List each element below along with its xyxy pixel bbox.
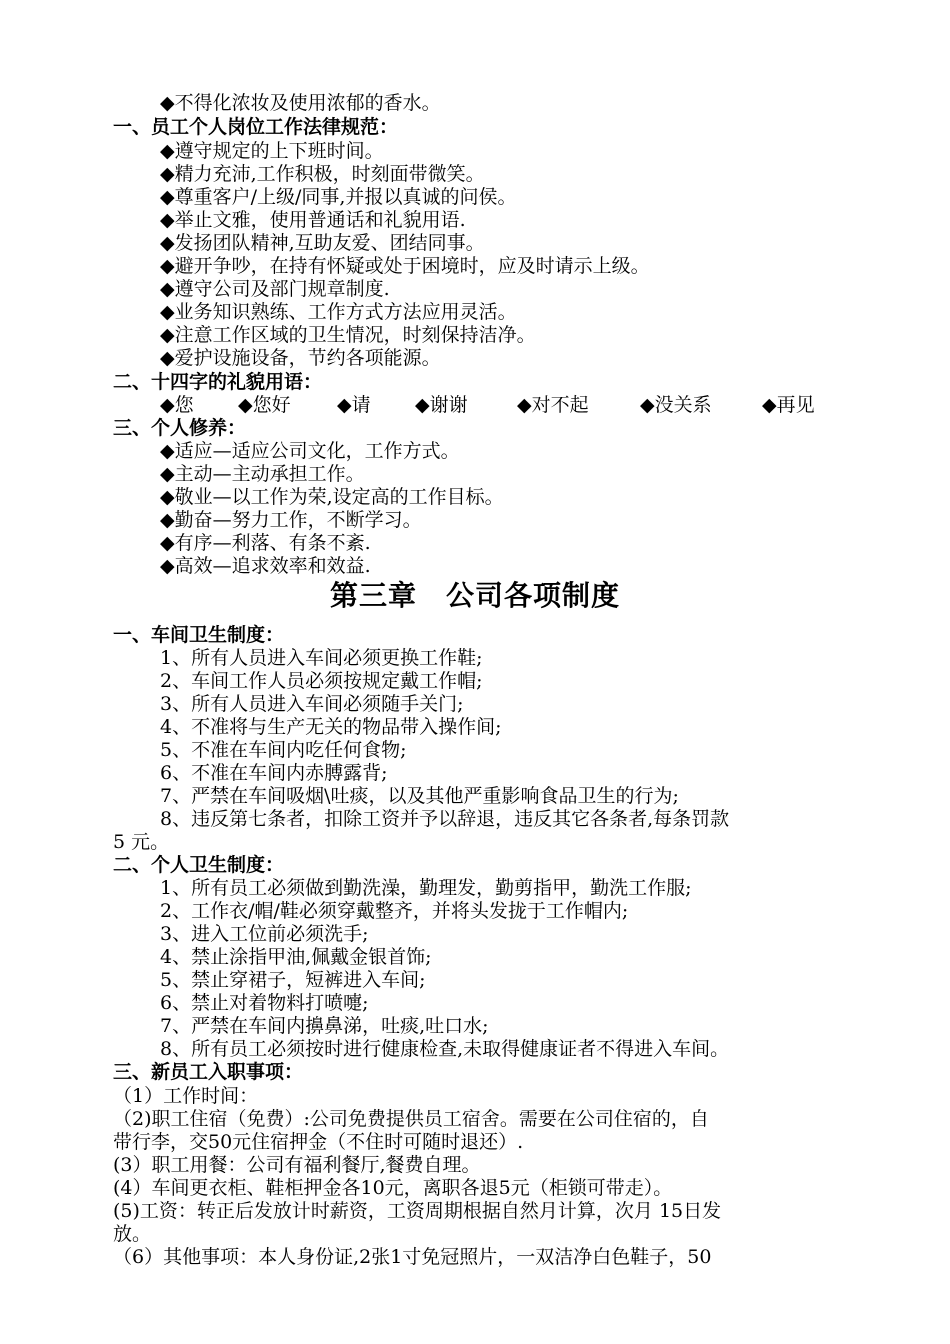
list-item: ◆精力充沛,工作积极，时刻面带微笑。: [160, 163, 485, 185]
list-item: ◆尊重客户/上级/同事,并报以真诚的问侯。: [160, 186, 517, 208]
greeting-item: ◆您好: [238, 394, 291, 416]
onboarding-line: (4）车间更衣柜、鞋柜押金各10元，离职各退5元（柜锁可带走）。: [113, 1177, 673, 1199]
rule-item: 6、不准在车间内赤膊露背;: [160, 762, 388, 784]
rule-item: 5、禁止穿裙子，短裤进入车间;: [160, 969, 426, 991]
list-item: ◆注意工作区域的卫生情况，时刻保持洁净。: [160, 324, 536, 346]
list-item: ◆发扬团队精神,互助友爱、团结同事。: [160, 232, 485, 254]
onboarding-line: （6）其他事项：本人身份证,2张1寸免冠照片，一双洁净白色鞋子，50: [113, 1246, 712, 1268]
list-item: ◆勤奋—努力工作，不断学习。: [160, 509, 422, 531]
rule-item: 2、工作衣/帽/鞋必须穿戴整齐，并将头发拢于工作帽内;: [160, 900, 629, 922]
list-item: ◆避开争吵，在持有怀疑或处于困境时，应及时请示上级。: [160, 255, 650, 277]
section-heading-personal-hygiene: 二、个人卫生制度：: [113, 854, 285, 876]
greeting-item: ◆没关系: [640, 394, 712, 416]
list-item: ◆举止文雅，使用普通话和礼貌用语.: [160, 209, 466, 231]
section-heading-cultivation: 三、个人修养：: [113, 417, 247, 439]
list-item: ◆高效—追求效率和效益.: [160, 555, 371, 577]
section-heading-conduct: 一、员工个人岗位工作法律规范：: [113, 116, 399, 138]
section-heading-new-staff: 三、新员工入职事项：: [113, 1061, 304, 1083]
greeting-item: ◆对不起: [517, 394, 589, 416]
rule-item: 4、不准将与生产无关的物品带入操作间;: [160, 716, 502, 738]
rule-item: 8、所有员工必须按时进行健康检查,未取得健康证者不得进入车间。: [160, 1038, 730, 1060]
section-heading-workshop-hygiene: 一、车间卫生制度：: [113, 624, 285, 646]
rule-item: 7、严禁在车间吸烟\吐痰，以及其他严重影响食品卫生的行为;: [160, 785, 679, 807]
onboarding-line: (5)工资：转正后发放计时薪资，工资周期根据自然月计算，次月 15日发: [113, 1200, 722, 1222]
rule-item: 3、进入工位前必须洗手;: [160, 923, 369, 945]
onboarding-line: (3）职工用餐：公司有福利餐厅,餐费自理。: [113, 1154, 481, 1176]
list-item: ◆爱护设施设备，节约各项能源。: [160, 347, 441, 369]
greeting-item: ◆请: [337, 394, 371, 416]
dress-rule-item: ◆不得化浓妆及使用浓郁的香水。: [160, 92, 441, 114]
rule-item: 3、所有人员进入车间必须随手关门;: [160, 693, 464, 715]
rule-item: 1、所有人员进入车间必须更换工作鞋;: [160, 647, 483, 669]
greeting-item: ◆谢谢: [415, 394, 468, 416]
rule-item: 1、所有员工必须做到勤洗澡，勤理发，勤剪指甲，勤洗工作服;: [160, 877, 692, 899]
rule-item: 5、不准在车间内吃任何食物;: [160, 739, 407, 761]
onboarding-line: （1）工作时间：: [113, 1085, 259, 1107]
list-item: ◆遵守公司及部门规章制度.: [160, 278, 390, 300]
rule-item: 4、禁止涂指甲油,佩戴金银首饰;: [160, 946, 432, 968]
rule-item: 7、严禁在车间内擤鼻涕，吐痰,吐口水;: [160, 1015, 489, 1037]
rule-item: 8、违反第七条者，扣除工资并予以辞退，违反其它各条者,每条罚款: [160, 808, 730, 830]
greeting-item: ◆您: [160, 394, 194, 416]
rule-item: 2、车间工作人员必须按规定戴工作帽;: [160, 670, 483, 692]
section-heading-courtesy: 二、十四字的礼貌用语：: [113, 371, 323, 393]
onboarding-line: （2)职工住宿（免费）:公司免费提供员工宿舍。需要在公司住宿的，自: [113, 1108, 709, 1130]
onboarding-line: 放。: [113, 1223, 152, 1245]
list-item: ◆业务知识熟练、工作方式方法应用灵活。: [160, 301, 517, 323]
rule-item: 6、禁止对着物料打喷嚏;: [160, 992, 369, 1014]
onboarding-line: 带行李，交50元住宿押金（不住时可随时退还）.: [113, 1131, 524, 1153]
list-item: ◆敬业—以工作为荣,设定高的工作目标。: [160, 486, 504, 508]
rule-item-continuation: 5 元。: [113, 831, 170, 853]
list-item: ◆遵守规定的上下班时间。: [160, 140, 384, 162]
list-item: ◆适应—适应公司文化，工作方式。: [160, 440, 460, 462]
chapter-title: 第三章 公司各项制度: [329, 579, 620, 612]
list-item: ◆主动—主动承担工作。: [160, 463, 365, 485]
greeting-item: ◆再见: [762, 394, 815, 416]
list-item: ◆有序—利落、有条不紊.: [160, 532, 371, 554]
